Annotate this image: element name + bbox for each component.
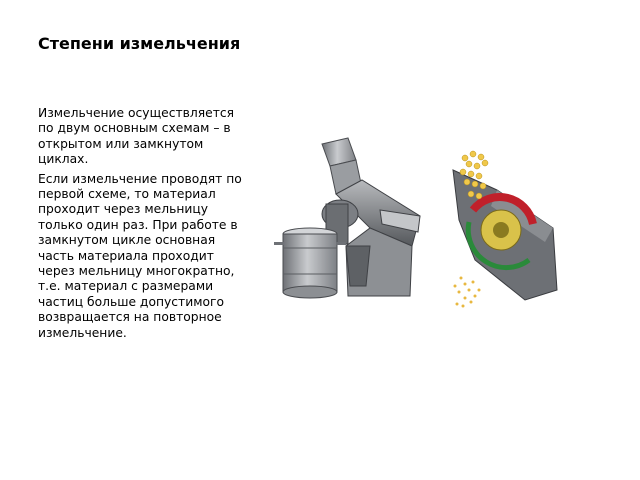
grinding-mill-with-pot-photo xyxy=(270,136,450,306)
mill-cutaway-with-grain-photo xyxy=(435,150,565,310)
slide-body-text xyxy=(38,106,243,345)
paragraph-2: Если измельчение проводят по первой схеме, то материал проходит через мельницу только один раз. При работе в замкнутом цикле основная часть материала проходит через мельницу многократно, т.е. материал с размерами частиц больше допустимого возвращается на повторное измельчение. xyxy=(38,171,242,340)
paragraph-1: Измельчение осуществляется по двум основным схемам – в открытом или замкнутом циклах. xyxy=(38,106,235,167)
slide-title: Степени измельчения xyxy=(38,34,241,53)
